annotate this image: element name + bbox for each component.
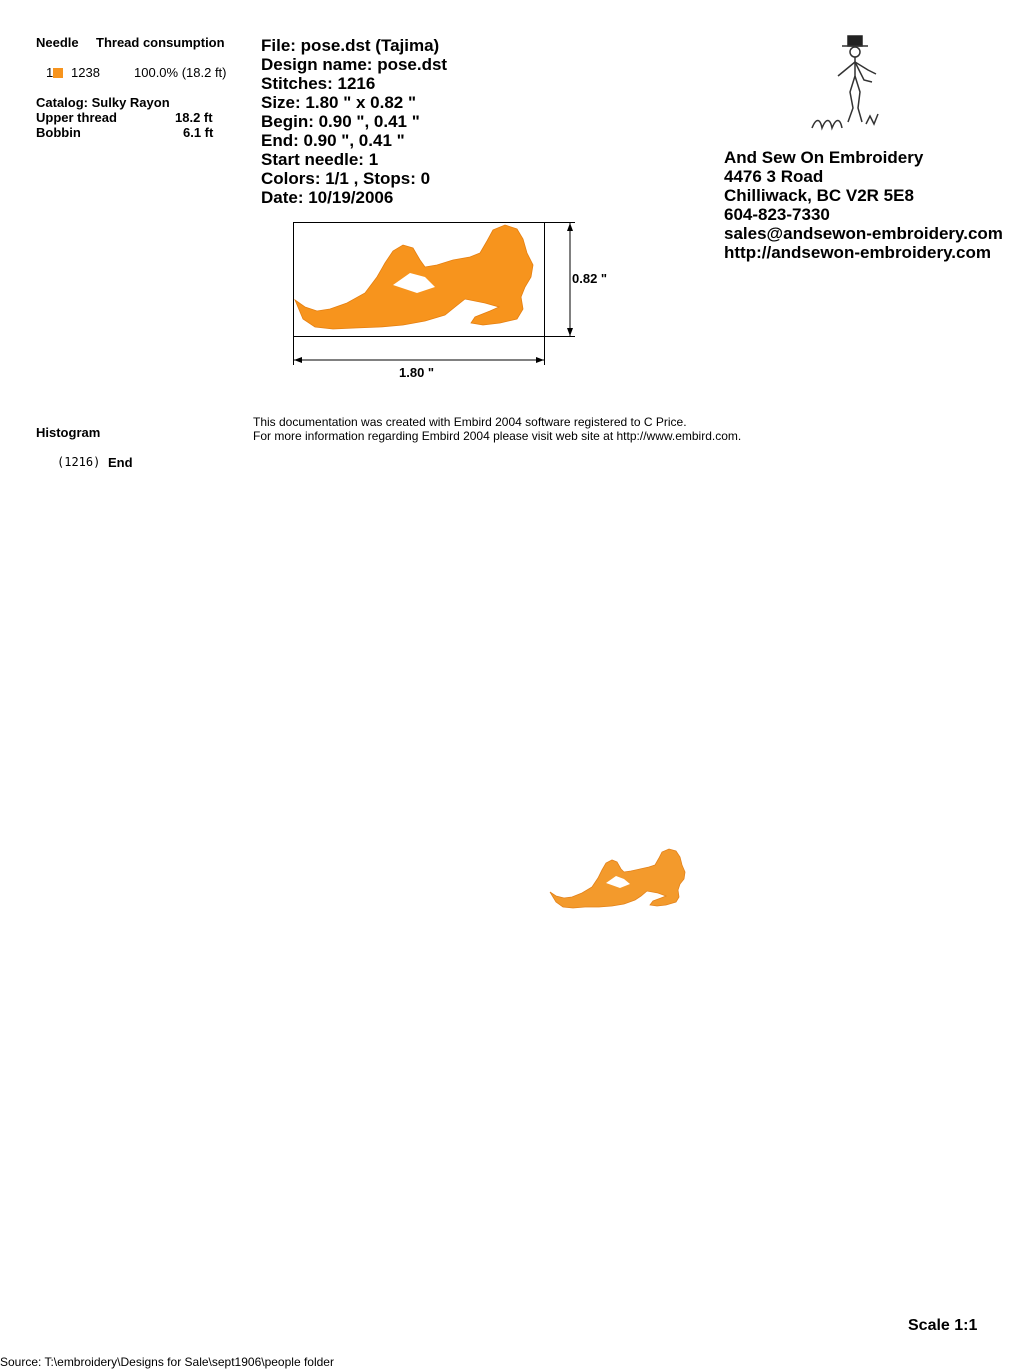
company-logo-icon <box>808 30 888 132</box>
company-phone: 604-823-7330 <box>724 205 830 224</box>
upper-thread-label: Upper thread <box>36 110 117 125</box>
reclining-figure-embroidery <box>295 225 533 329</box>
bobbin-label: Bobbin <box>36 125 81 140</box>
end-line: End: 0.90 ", 0.41 " <box>261 131 405 150</box>
documentation-note-line-1: This documentation was created with Embird 2004 software registered to C Price. <box>253 415 687 429</box>
company-name: And Sew On Embroidery <box>724 148 924 167</box>
stitches-line: Stitches: 1216 <box>261 74 376 93</box>
company-web: http://andsewon-embroidery.com <box>724 243 991 262</box>
needle-column-header: Needle <box>36 35 79 50</box>
design-name-line: Design name: pose.dst <box>261 55 448 74</box>
thread-consumption-header: Thread consumption <box>96 35 225 50</box>
colors-line: Colors: 1/1 , Stops: 0 <box>261 169 431 188</box>
design-preview <box>285 215 625 385</box>
company-city: Chilliwack, BC V2R 5E8 <box>724 186 914 205</box>
histogram-end-label: End <box>108 455 133 470</box>
begin-line: Begin: 0.90 ", 0.41 " <box>261 112 420 131</box>
thread-consumption-value: 100.0% (18.2 ft) <box>134 65 227 80</box>
design-info <box>261 36 447 207</box>
file-line: File: pose.dst (Tajima) <box>261 36 440 55</box>
upper-thread-value: 18.2 ft <box>175 110 213 125</box>
documentation-note <box>253 415 741 443</box>
catalog-label: Catalog: Sulky Rayon <box>36 95 170 110</box>
histogram-title: Histogram <box>36 425 101 440</box>
company-block <box>724 148 1003 262</box>
thread-row <box>46 65 63 80</box>
height-dimension-label: 0.82 " <box>572 271 608 286</box>
source-path: Source: T:\embroidery\Designs for Sale\sept1906\people folder <box>0 1355 334 1369</box>
company-email: sales@andsewon-embroidery.com <box>724 224 1003 243</box>
histogram-count: (1216) <box>57 455 101 469</box>
thread-code: 1238 <box>71 65 100 80</box>
documentation-note-line-2: For more information regarding Embird 2004 please visit web site at http://www.embird.com. <box>253 429 742 443</box>
start-needle-line: Start needle: 1 <box>261 150 379 169</box>
scale-label: Scale 1:1 <box>908 1317 978 1334</box>
needle-number: 1 <box>46 65 54 80</box>
size-line: Size: 1.80 " x 0.82 " <box>261 93 417 112</box>
thread-color-swatch <box>53 68 63 78</box>
design-actual-size <box>546 844 696 918</box>
company-address: 4476 3 Road <box>724 167 824 186</box>
width-dimension-label: 1.80 " <box>399 365 435 380</box>
bobbin-value: 6.1 ft <box>183 125 214 140</box>
date-line: Date: 10/19/2006 <box>261 188 394 207</box>
